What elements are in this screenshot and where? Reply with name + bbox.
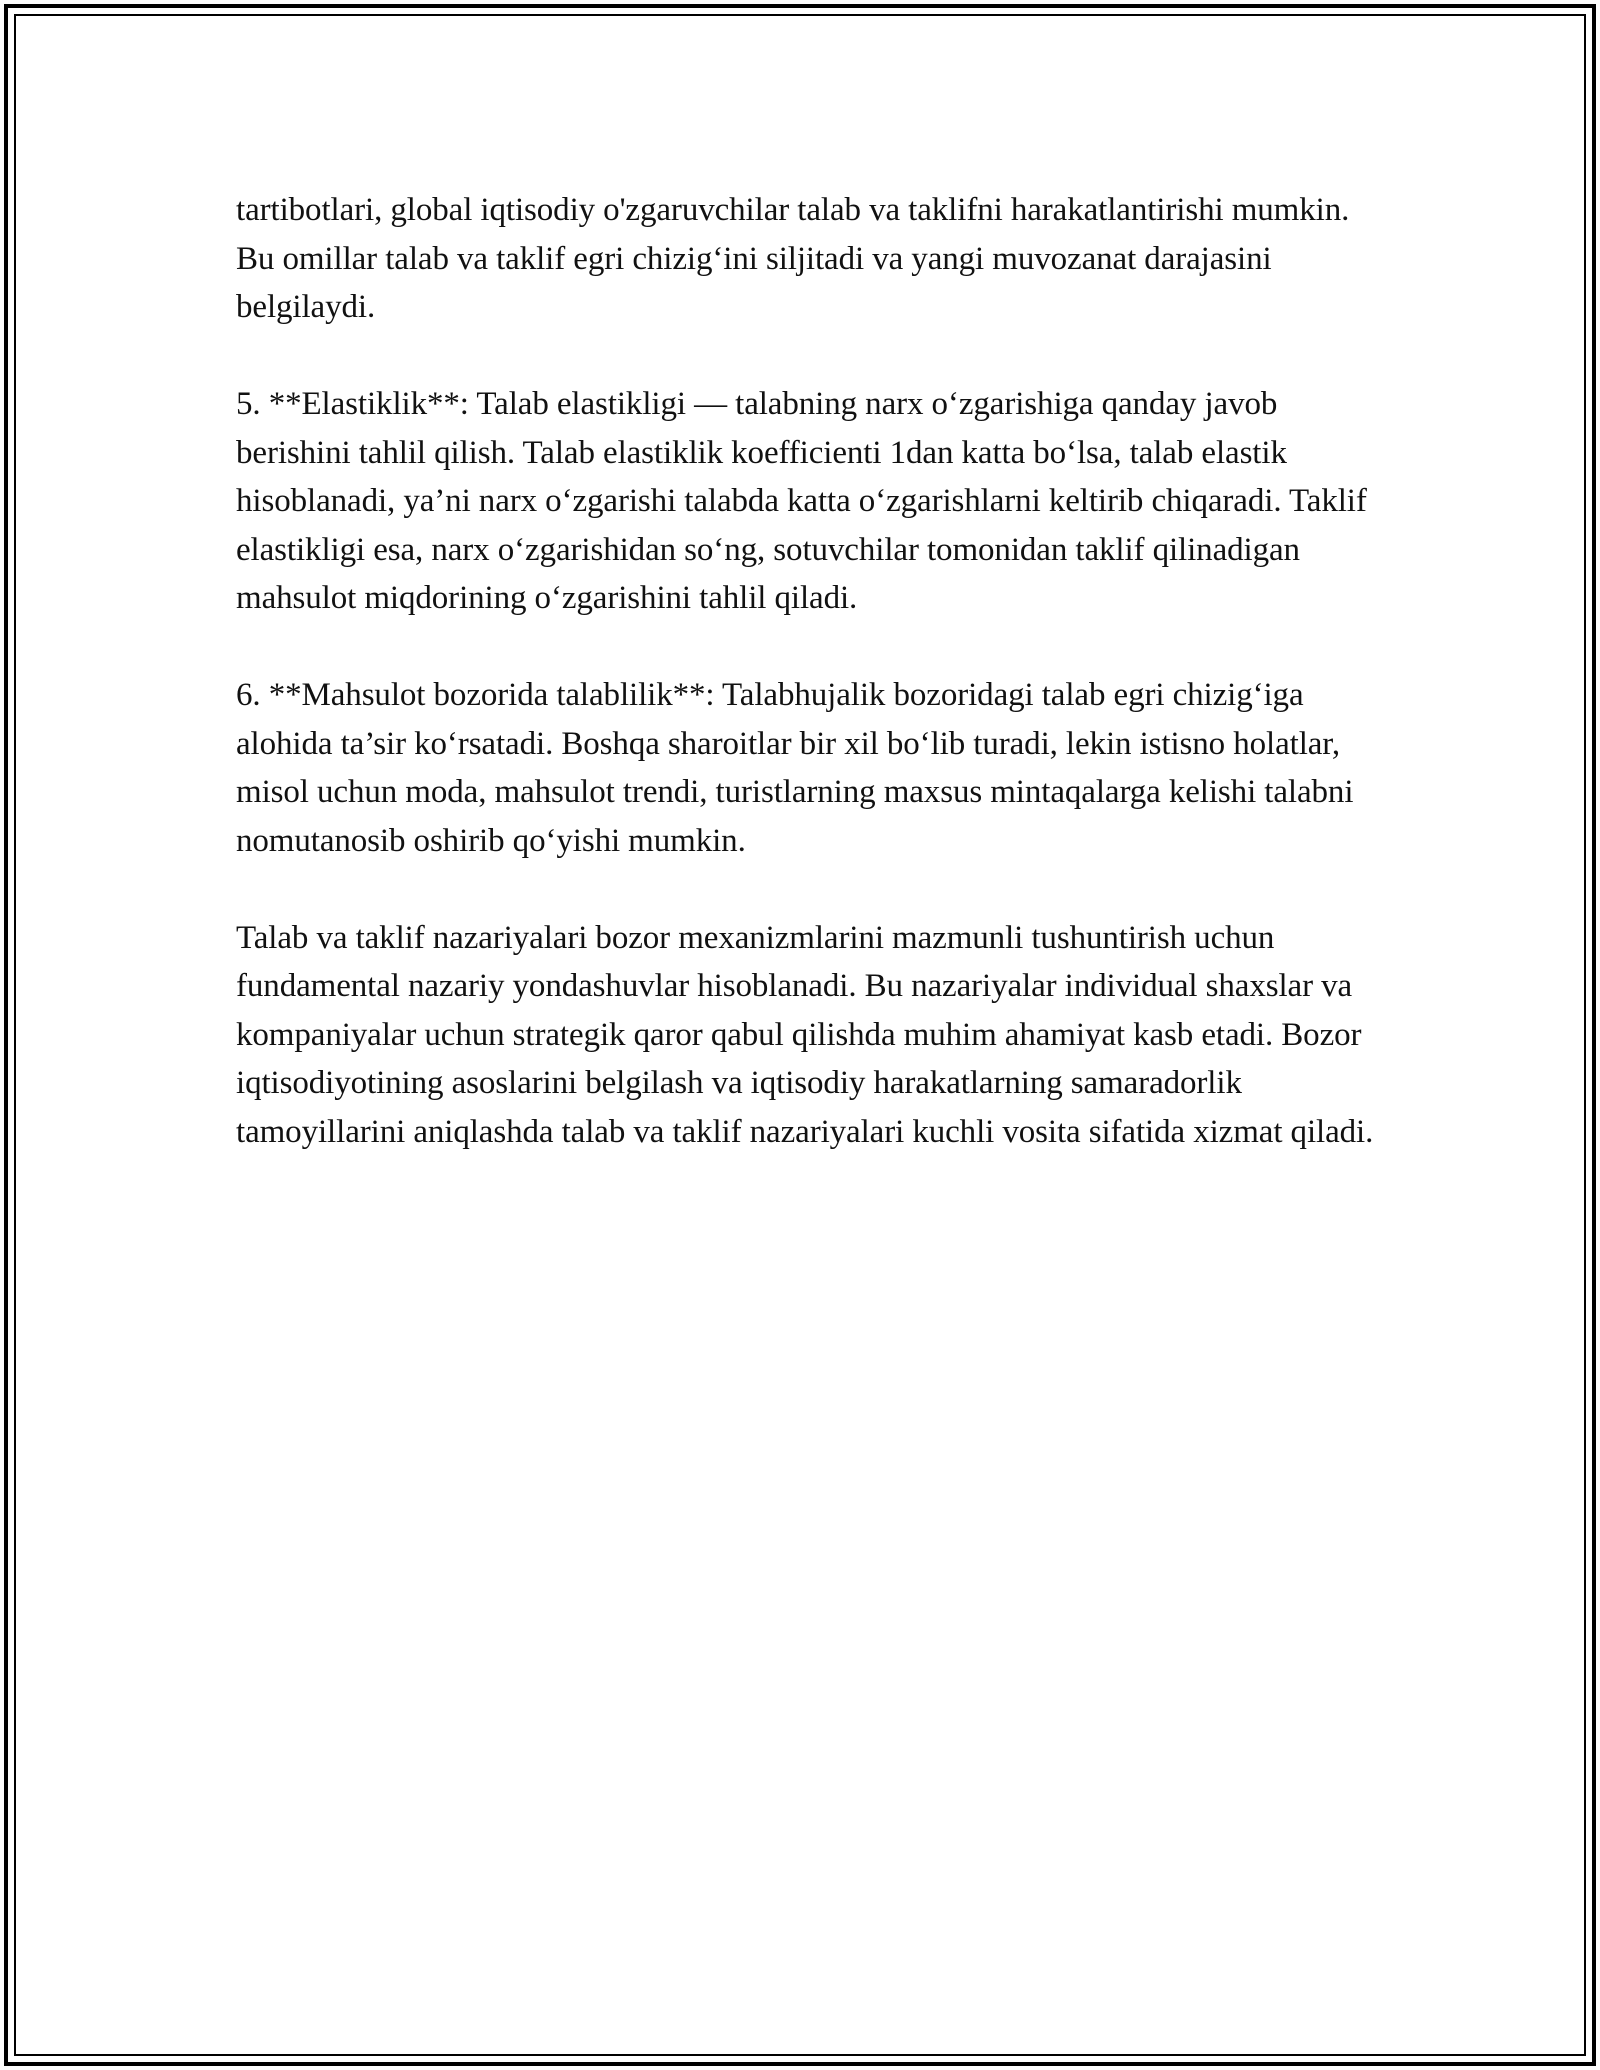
paragraph-continuation: tartibotlari, global iqtisodiy o'zgaruvchilar talab va taklifni harakatlantirishi mumkin. Bu omillar talab va taklif egri chizig‘ini siljitadi va yangi muvozanat darajasini belgilaydi. [236, 192, 1350, 325]
paragraph-product-market-demand: 6. **Mahsulot bozorida talablilik**: Talabhujalik bozoridagi talab egri chizig‘iga alohida ta’sir ko‘rsatadi. Boshqa sharoitlar bir xil bo‘lib turadi, lekin istisno holatlar, misol uchun moda, mahsulot trendi, turistlarning maxsus mintaqalarga kelishi talabni nomutanosib oshirib qo‘yishi mumkin. [236, 677, 1354, 859]
paragraph-conclusion: Talab va taklif nazariyalari bozor mexanizmlarini mazmunli tushuntirish uchun fundamental nazariy yondashuvlar hisoblanadi. Bu nazariyalar individual shaxslar va kompaniyalar uchun strategik qaror qabul qilishda muhim ahamiyat kasb etadi. Bozor iqtisodiyotining asoslarini belgilash va iqtisodiy harakatlarning samaradorlik tamoyillarini aniqlashda talab va taklif nazariyalari kuchli vosita sifatida xizmat qiladi. [236, 919, 1374, 1150]
document-body [236, 186, 1386, 1156]
paragraph-elasticity: 5. **Elastiklik**: Talab elastikligi — talabning narx o‘zgarishiga qanday javob berishini tahlil qilish. Talab elastiklik koefficienti 1dan katta bo‘lsa, talab elastik hisoblanadi, ya’ni narx o‘zgarishi talabda katta o‘zgarishlarni keltirib chiqaradi. Taklif elastikligi esa, narx o‘zgarishidan so‘ng, sotuvchilar tomonidan taklif qilinadigan mahsulot miqdorining o‘zgarishini tahlil qiladi. [236, 386, 1367, 616]
